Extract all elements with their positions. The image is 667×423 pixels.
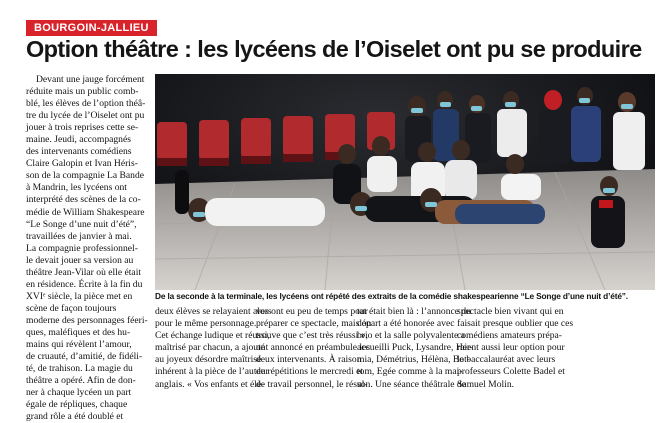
body-line: Samuel Molin.	[457, 378, 515, 390]
lead-line: ques, maléfiques et des hu-	[26, 326, 131, 338]
body-line: spectacle bien vivant qui en	[457, 306, 564, 317]
lead-line: à Mandrin, les lycéens ont	[26, 182, 127, 194]
body-line: son. Une séance théâtrale de	[357, 378, 466, 390]
lead-line: mains qui révèlent l’amour,	[26, 339, 132, 351]
body-line: tom, Egée comme à la mai-	[357, 366, 463, 378]
body-line: deux élèves se relayaient alors	[155, 306, 272, 317]
body-line: inhérent à la pièce de l’auteur	[155, 366, 269, 378]
lead-column	[26, 74, 149, 423]
body-line: le baccalauréat avec leurs	[457, 354, 556, 366]
body-line: brio et la salle polyvalente a	[357, 330, 465, 342]
body-column	[457, 306, 574, 391]
body-line: deux intervenants. À raison	[256, 354, 362, 366]
lead-line: théâtre a opéré. Afin de don-	[26, 375, 136, 387]
body-column	[357, 306, 474, 391]
body-line: au joyeux désordre maîtrisé	[155, 354, 262, 366]
body-column	[155, 306, 272, 391]
body-line: départ a été honorée avec	[357, 318, 455, 330]
body-line: maîtrisé par chacun, a ajouté	[155, 342, 266, 354]
lead-line: Devant une jauge forcément	[36, 74, 145, 85]
lead-line: té, de trahison. La magie du	[26, 363, 133, 375]
article-headline: Option théâtre : les lycéens de l’Oiselet ont pu se produire	[26, 36, 642, 62]
lead-line: “Le Songe d’une nuit d’été”,	[26, 218, 137, 230]
lead-line: blé, les élèves de l’option théâ-	[26, 98, 146, 110]
lead-line: XVIᵉ siècle, la pièce met en	[26, 290, 133, 302]
body-line: comédiens amateurs prépa-	[457, 330, 562, 342]
body-line: professeurs Colette Badel et	[457, 366, 565, 378]
photo-caption: De la seconde à la terminale, les lycéens ont répété des extraits de la comédie shakespearienne “Le Songe d’une nuit d’été”.	[155, 291, 628, 301]
body-line: faisait presque oublier que ces	[457, 318, 574, 330]
lead-line: des intervenants comédiens	[26, 146, 132, 158]
body-line: accueilli Puck, Lysandre, Her-	[357, 342, 474, 354]
lead-line: Claire Galopin et Ivan Héris-	[26, 158, 138, 170]
lead-line: en résidence. Écrite à la fin du	[26, 278, 143, 290]
body-line: Cet échange ludique et réussi,	[155, 330, 270, 342]
body-line: de travail personnel, le résul-	[256, 378, 368, 390]
lead-line: son de la compagnie La Bande	[26, 170, 145, 182]
body-line: anglais. « Vos enfants et élè-	[155, 378, 265, 390]
lead-line: scène de façon toujours	[26, 302, 117, 314]
lead-line: maine. Jeudi, accompagnés	[26, 134, 131, 146]
body-column	[256, 306, 372, 391]
section-kicker: BOURGOIN-JALLIEU	[26, 20, 157, 36]
lead-line: médie de William Shakespeare	[26, 206, 145, 218]
lead-line: le devait jouer sa version au	[26, 254, 134, 266]
lead-line: tre du lycée de l’Oiselet ont pu	[26, 110, 145, 122]
body-line: ves ont eu peu de temps pour	[256, 306, 368, 317]
lead-line: grand rôle a été doublé et	[26, 411, 124, 423]
body-line: pour le même personnage.	[155, 318, 257, 330]
lead-line: interprété des scènes de la co-	[26, 194, 141, 206]
lead-line: égale de répliques, chaque	[26, 399, 128, 411]
body-line: préparer ce spectacle, mais on	[256, 318, 372, 330]
body-line: de répétitions le mercredi et	[256, 366, 364, 378]
body-line: tat était bien là : l’annonce du	[357, 306, 472, 317]
lead-line: jouer à trois reprises cette se-	[26, 122, 139, 134]
lead-line: théâtre Jean-Vilar où elle était	[26, 266, 142, 278]
body-line: mia, Démétrius, Hélèna, Bot-	[357, 354, 470, 366]
theatre-photo-illustration	[155, 74, 655, 290]
body-line: trouve que c’est très réussi »,	[256, 330, 368, 342]
lead-line: réduite mais un public comb-	[26, 86, 139, 98]
lead-line: moderne des personnages féeri-	[26, 314, 148, 326]
body-line: ont annoncé en préambule les	[256, 342, 371, 354]
article-photo	[155, 74, 655, 290]
lead-line: ner à chaque lycéen un part	[26, 387, 132, 399]
body-line: raient aussi leur option pour	[457, 342, 565, 354]
lead-line: de cruauté, d’amitié, de fidéli-	[26, 351, 143, 363]
lead-line: La compagnie professionnel-	[26, 242, 138, 254]
lead-line: travaillées de janvier à mai.	[26, 230, 132, 242]
